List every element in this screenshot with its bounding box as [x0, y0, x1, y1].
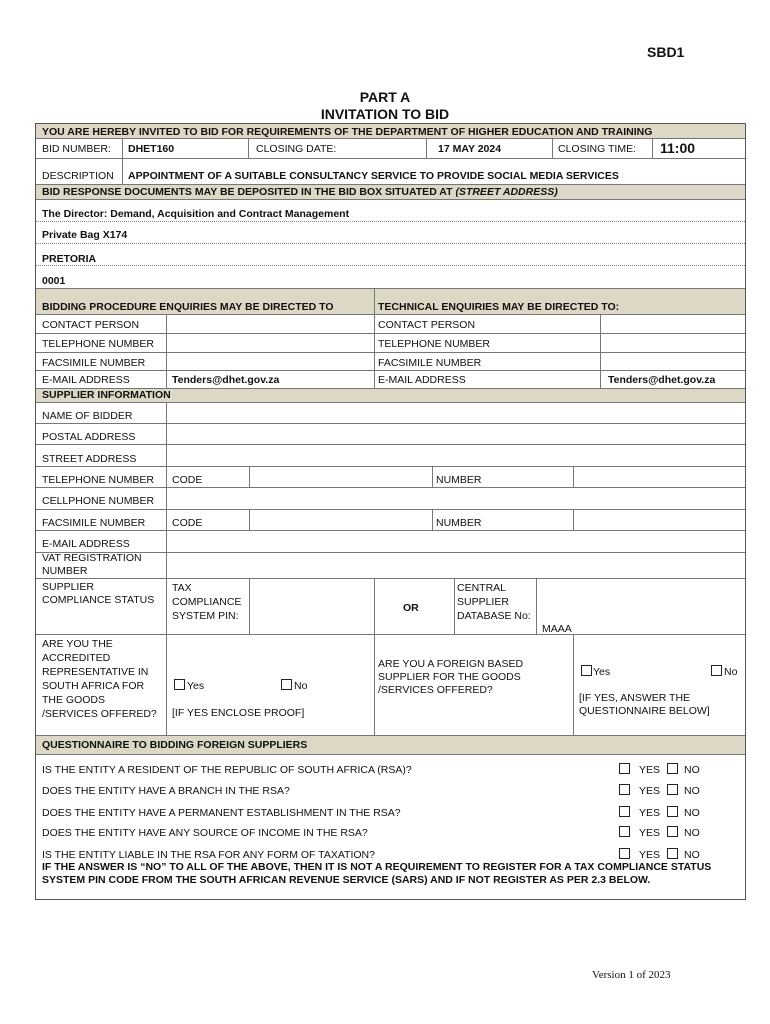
- bidding-email-value[interactable]: Tenders@dhet.gov.za: [172, 374, 280, 386]
- q1-no-checkbox[interactable]: [667, 763, 678, 774]
- bidding-facsimile-label: FACSIMILE NUMBER: [42, 357, 146, 369]
- facsimile-code-label: CODE: [172, 517, 203, 529]
- form-title: INVITATION TO BID: [320, 106, 450, 122]
- foreign-no-checkbox[interactable]: [711, 665, 722, 676]
- cellphone-label: CELLPHONE NUMBER: [42, 495, 155, 507]
- question-resident: IS THE ENTITY A RESIDENT OF THE REPUBLIC OF SOUTH AFRICA (RSA)?: [42, 764, 412, 776]
- accredited-no-label: No: [294, 680, 308, 692]
- closing-time-value[interactable]: 11:00: [660, 140, 696, 156]
- foreign-yes-label: Yes: [593, 666, 611, 678]
- technical-contact-person-label: CONTACT PERSON: [378, 319, 476, 331]
- accredited-question: ARE YOU THE ACCREDITED REPRESENTATIVE IN SOUTH AFRICA FOR THE GOODS /SERVICES OFFERED?: [42, 638, 157, 720]
- telephone-code-label: CODE: [172, 474, 203, 486]
- bidder-name-label: NAME OF BIDDER: [42, 410, 133, 422]
- question-taxation: IS THE ENTITY LIABLE IN THE RSA FOR ANY FORM OF TAXATION?: [42, 849, 375, 861]
- closing-time-label: CLOSING TIME:: [558, 143, 636, 155]
- compliance-status-label: SUPPLIER COMPLIANCE STATUS: [42, 581, 155, 606]
- q2-no-checkbox[interactable]: [667, 784, 678, 795]
- or-label: OR: [403, 602, 419, 614]
- q2-yes-label: YES: [639, 785, 661, 797]
- q5-no-label: NO: [684, 849, 700, 861]
- postal-address-label: POSTAL ADDRESS: [42, 431, 136, 443]
- enclose-proof-note: [IF YES ENCLOSE PROOF]: [172, 707, 305, 719]
- q1-yes-label: YES: [639, 764, 661, 776]
- answer-questionnaire-note: [IF YES, ANSWER THE QUESTIONNAIRE BELOW]: [579, 692, 710, 717]
- supplier-heading: SUPPLIER INFORMATION: [42, 389, 171, 401]
- form-code: SBD1: [647, 44, 685, 60]
- closing-date-label: CLOSING DATE:: [256, 143, 337, 155]
- bid-form: [35, 123, 746, 900]
- supplier-telephone-label: TELEPHONE NUMBER: [42, 474, 155, 486]
- telephone-number-label: NUMBER: [436, 474, 482, 486]
- bid-number-value[interactable]: DHET160: [128, 143, 175, 155]
- foreign-yes-checkbox[interactable]: [581, 665, 592, 676]
- q3-no-checkbox[interactable]: [667, 806, 678, 817]
- question-income: DOES THE ENTITY HAVE ANY SOURCE OF INCOME IN THE RSA?: [42, 827, 368, 839]
- supplier-facsimile-label: FACSIMILE NUMBER: [42, 517, 146, 529]
- accredited-yes-checkbox[interactable]: [174, 679, 185, 690]
- description-label: DESCRIPTION: [42, 170, 114, 182]
- question-establishment: DOES THE ENTITY HAVE A PERMANENT ESTABLISHMENT IN THE RSA?: [42, 807, 401, 819]
- version-footer: Version 1 of 2023: [592, 969, 671, 981]
- deposit-line-3: PRETORIA: [42, 253, 97, 265]
- street-address-label: STREET ADDRESS: [42, 453, 137, 465]
- csd-label: CENTRAL SUPPLIER DATABASE No:: [457, 582, 531, 622]
- q5-yes-checkbox[interactable]: [619, 848, 630, 859]
- q3-no-label: NO: [684, 807, 700, 819]
- technical-email-value[interactable]: Tenders@dhet.gov.za: [608, 374, 716, 386]
- q5-yes-label: YES: [639, 849, 661, 861]
- technical-telephone-label: TELEPHONE NUMBER: [378, 338, 491, 350]
- deposit-line-4: 0001: [42, 275, 66, 287]
- q5-no-checkbox[interactable]: [667, 848, 678, 859]
- q3-yes-checkbox[interactable]: [619, 806, 630, 817]
- deposit-heading-em: (STREET ADDRESS): [455, 186, 558, 198]
- technical-facsimile-label: FACSIMILE NUMBER: [378, 357, 482, 369]
- accredited-yes-label: Yes: [187, 680, 205, 692]
- vat-label: VAT REGISTRATION NUMBER: [42, 552, 142, 577]
- deposit-line-1: The Director: Demand, Acquisition and Contract Management: [42, 208, 350, 220]
- bidding-email-label: E-MAIL ADDRESS: [42, 374, 130, 386]
- page-title: [0, 89, 770, 123]
- bidding-enquiries-heading: BIDDING PROCEDURE ENQUIRIES MAY BE DIRECTED TO: [42, 301, 334, 313]
- question-branch: DOES THE ENTITY HAVE A BRANCH IN THE RSA?: [42, 785, 290, 797]
- csd-prefix: MAAA: [542, 623, 572, 635]
- tax-pin-label: TAX COMPLIANCE SYSTEM PIN:: [172, 582, 242, 622]
- q4-yes-checkbox[interactable]: [619, 826, 630, 837]
- bid-number-label: BID NUMBER:: [42, 143, 111, 155]
- deposit-heading: BID RESPONSE DOCUMENTS MAY BE DEPOSITED IN THE BID BOX SITUATED AT (STREET ADDRESS): [42, 186, 558, 198]
- closing-date-value[interactable]: 17 MAY 2024: [438, 143, 502, 155]
- accredited-no-checkbox[interactable]: [281, 679, 292, 690]
- deposit-line-2: Private Bag X174: [42, 229, 128, 241]
- foreign-no-label: No: [724, 666, 738, 678]
- technical-email-label: E-MAIL ADDRESS: [378, 374, 466, 386]
- q4-yes-label: YES: [639, 827, 661, 839]
- invite-heading: YOU ARE HEREBY INVITED TO BID FOR REQUIREMENTS OF THE DEPARTMENT OF HIGHER EDUCATION AND TRAINING: [42, 126, 653, 138]
- technical-enquiries-heading: TECHNICAL ENQUIRIES MAY BE DIRECTED TO:: [378, 301, 620, 313]
- q2-yes-checkbox[interactable]: [619, 784, 630, 795]
- q1-no-label: NO: [684, 764, 700, 776]
- facsimile-number-label: NUMBER: [436, 517, 482, 529]
- questionnaire-note: IF THE ANSWER IS “NO” TO ALL OF THE ABOVE, THEN IT IS NOT A REQUIREMENT TO REGISTER FOR A TAX COMPLIANCE STATUS SYSTEM PIN CODE FROM THE SOUTH AFRICAN REVENUE SERVICE (SARS) AND IF NOT REGISTER AS PER 2.3 BELOW.: [42, 861, 712, 886]
- questionnaire-heading: QUESTIONNAIRE TO BIDDING FOREIGN SUPPLIERS: [42, 739, 308, 751]
- supplier-email-label: E-MAIL ADDRESS: [42, 538, 130, 550]
- bidding-telephone-label: TELEPHONE NUMBER: [42, 338, 155, 350]
- q3-yes-label: YES: [639, 807, 661, 819]
- foreign-question: ARE YOU A FOREIGN BASED SUPPLIER FOR THE GOODS /SERVICES OFFERED?: [378, 658, 524, 696]
- q1-yes-checkbox[interactable]: [619, 763, 630, 774]
- q4-no-checkbox[interactable]: [667, 826, 678, 837]
- part-label: PART A: [359, 89, 411, 105]
- description-value[interactable]: APPOINTMENT OF A SUITABLE CONSULTANCY SERVICE TO PROVIDE SOCIAL MEDIA SERVICES: [128, 170, 619, 182]
- q4-no-label: NO: [684, 827, 700, 839]
- bidding-contact-person-label: CONTACT PERSON: [42, 319, 140, 331]
- q2-no-label: NO: [684, 785, 700, 797]
